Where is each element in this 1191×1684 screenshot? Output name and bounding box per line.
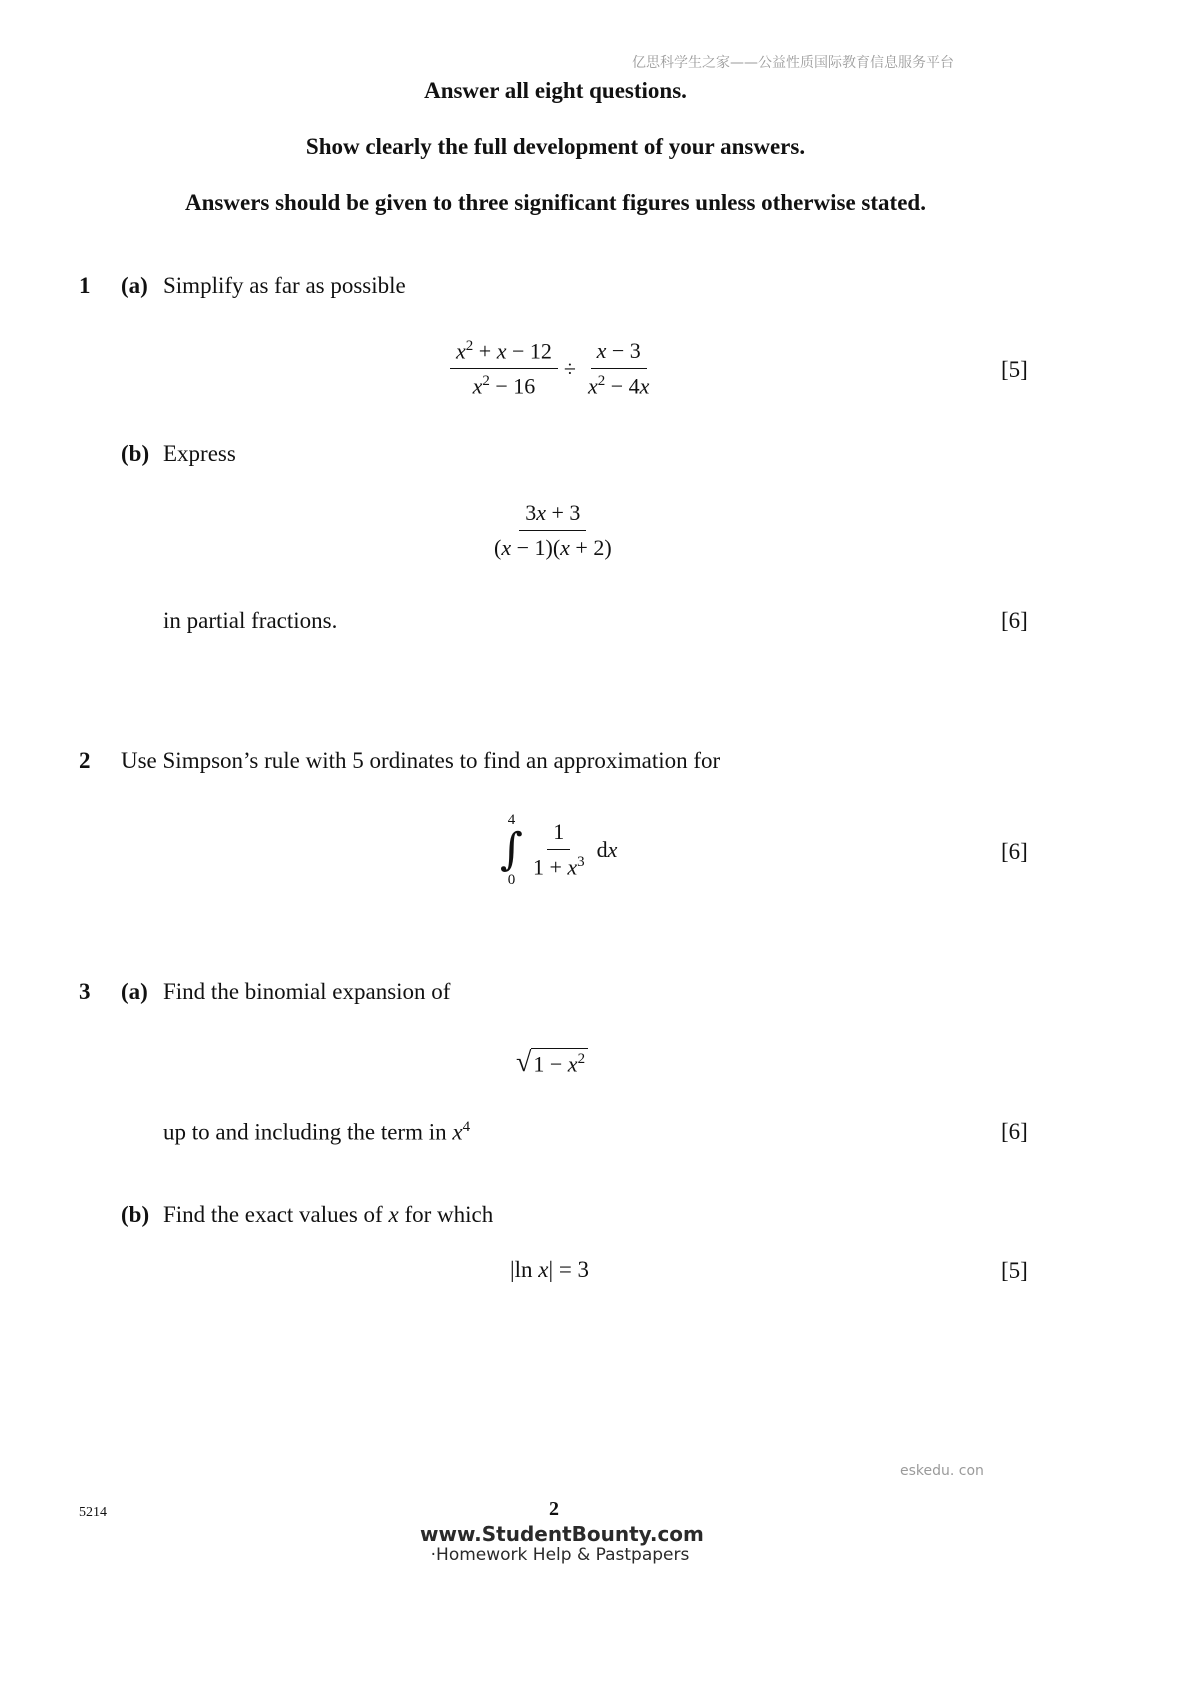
q3a-after-text: up to and including the term in $x^4$ (163, 1119, 471, 1145)
q3a-label: (a) (121, 979, 148, 1004)
q1b-marks: [6] (1001, 608, 1028, 633)
q1b-label: (b) (121, 441, 150, 466)
q1b-expression: $\frac{3x + 3}{(x - 1)(x + 2)}$ (494, 500, 612, 560)
q1a-marks: [5] (1001, 357, 1028, 382)
studentbounty-url[interactable]: www.StudentBounty.com (420, 1522, 704, 1546)
q3a-marks: [6] (1001, 1119, 1028, 1144)
site-watermark: eskedu. con (900, 1463, 984, 1479)
q2-integral: 4 ∫ 0 $\frac{1}{1 + x^3}$ dx (500, 812, 618, 888)
q2-lower-limit: 0 (507, 872, 516, 888)
q3b-equation: |ln x| = 3 (510, 1257, 590, 1282)
q2-text: Use Simpson’s rule with 5 ordinates to find an approximation for (121, 748, 721, 773)
question-number-2: 2 (79, 748, 91, 773)
studentbounty-logo[interactable] (420, 1522, 704, 1565)
question-number-3: 3 (79, 979, 91, 1004)
header-watermark: 亿思科学生之家——公益性质国际教育信息服务平台 (632, 55, 954, 71)
page-number: 2 (549, 1498, 559, 1520)
instruction-line-2: Show clearly the full development of your answers. (305, 134, 806, 159)
studentbounty-tagline: ·Homework Help & Pastpapers (430, 1545, 690, 1565)
q1a-expression: $\frac{x^2 + x - 12}{x^2 - 16}$ ÷ $\frac{x - 3}{x^2 - 4x}$ (450, 338, 655, 400)
instruction-line-1: Answer all eight questions. (424, 78, 687, 103)
q2-marks: [6] (1001, 839, 1028, 864)
q1a-label: (a) (121, 273, 148, 298)
instruction-line-3: Answers should be given to three significant figures unless otherwise stated. (185, 190, 926, 215)
q3b-text: Find the exact values of x for which (163, 1202, 494, 1227)
q2-upper-limit: 4 (507, 812, 516, 828)
paper-code: 5214 (79, 1505, 107, 1520)
q3a-text: Find the binomial expansion of (163, 979, 451, 1004)
q3a-expression: √ $1 - x^2$ (516, 1048, 588, 1077)
question-number-1: 1 (79, 273, 91, 298)
q3b-marks: [5] (1001, 1258, 1028, 1283)
q1a-text: Simplify as far as possible (163, 273, 406, 298)
q1b-text: Express (163, 441, 236, 466)
q3b-label: (b) (121, 1202, 150, 1227)
q1b-after-text: in partial fractions. (163, 608, 338, 633)
